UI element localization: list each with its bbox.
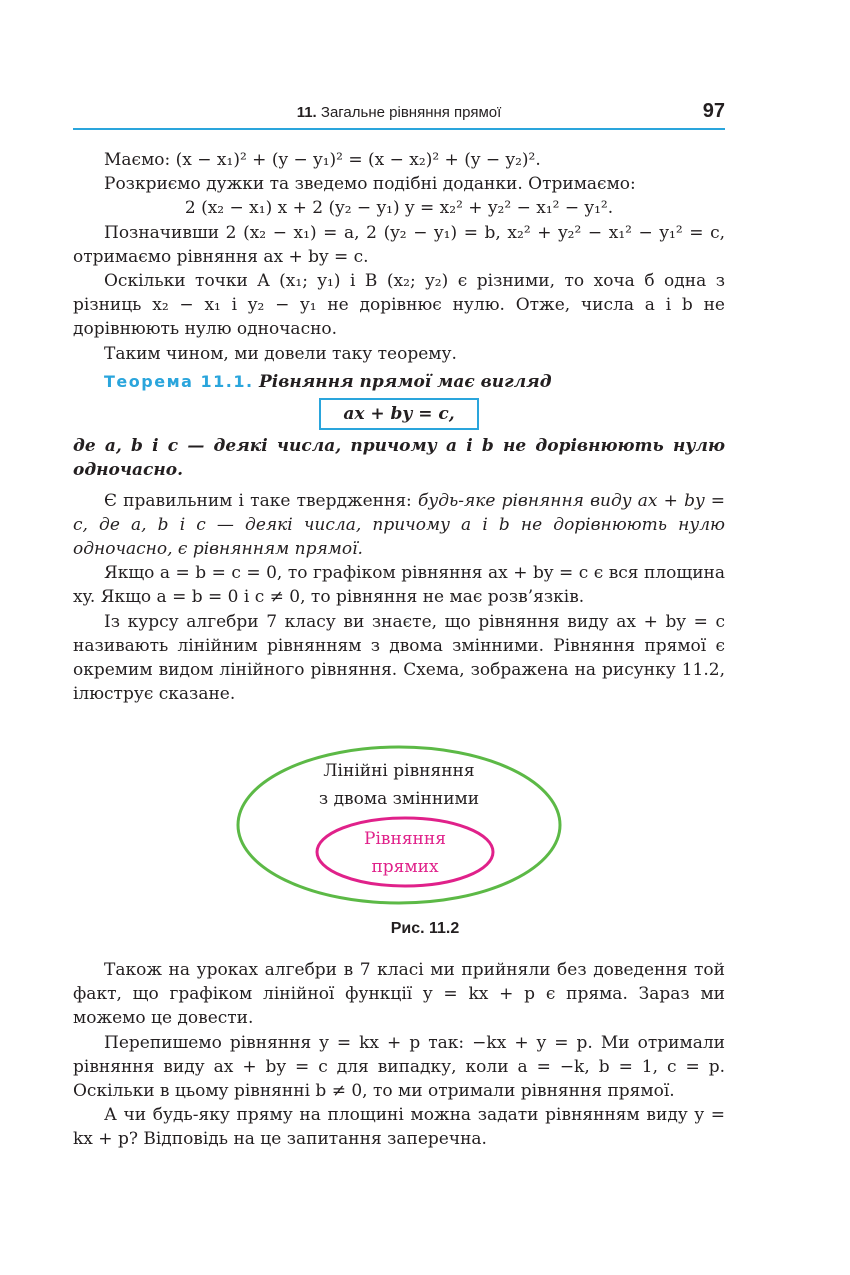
paragraph: Позначивши 2 (x₂ − x₁) = a, 2 (y₂ − y₁) = b, x₂² + y₂² − x₁² − y₁² = c, отримаємо рівняння ax + by = c.: [73, 222, 725, 267]
paragraph: А чи будь-яку пряму на площині можна задати рівнянням виду y = kx + p? Відповідь на це запитання заперечна.: [73, 1105, 725, 1150]
figure-caption: [0, 920, 850, 938]
paragraph: Також на уроках алгебри в 7 класі ми прийняли без доведення той факт, що графіком лінійної функції y = kx + p є пряма. Зараз ми можемо це довести.: [73, 960, 725, 1029]
theorem-heading: [73, 370, 725, 394]
statement-intro: Є правильним і таке твердження:: [104, 490, 418, 511]
paragraph: Із курсу алгебри 7 класу ви знаєте, що рівняння виду ax + by = c називають лінійним рівнянням з двома змінними. Рівняння прямої є окремим видом лінійного рівняння. Схема, зображена на рисунку 11.2, ілюструє сказане.: [73, 611, 725, 705]
formula-line: 2 (x₂ − x₁) x + 2 (y₂ − y₁) y = x₂² + y₂² − x₁² − y₁².: [184, 198, 614, 219]
paragraph: [73, 489, 725, 562]
statement-italic: будь-яке рівняння виду ax + by = c, де a, b і c — деякі числа, причому a і b не дорівнюють нулю одночасно, є рівнянням прямої.: [73, 490, 725, 560]
section-title-text: Загальне рівняння прямої: [320, 104, 502, 121]
theorem-label: Теорема 11.1.: [104, 371, 254, 391]
section-title: [73, 104, 725, 121]
page-header: [73, 96, 725, 128]
paragraph: Перепишемо рівняння y = kx + p так: −kx + y = p. Ми отримали рівняння виду ax + by = c для випадку, коли a = −k, b = 1, c = p. Оскільки в цьому рівнянні b ≠ 0, то ми отримали рівняння прямої.: [73, 1032, 725, 1102]
paragraph: Розкриємо дужки та зведемо подібні доданки. Отримаємо:: [104, 174, 636, 195]
inner-label-line1: Рівняння: [364, 829, 446, 849]
euler-diagram: [236, 745, 562, 905]
paragraph: Таким чином, ми довели таку теорему.: [104, 343, 457, 364]
paragraph: Маємо: (x − x₁)² + (y − y₁)² = (x − x₂)² + (y − y₂)².: [104, 150, 541, 170]
main-text: [73, 148, 725, 706]
euler-diagram-svg: [236, 745, 562, 905]
paragraph: Якщо a = b = c = 0, то графіком рівняння ax + by = c є вся площина xy. Якщо a = b = 0 і c ≠ 0, то рівняння не має розв’язків.: [73, 563, 725, 608]
theorem-formula-wrap: [73, 398, 725, 430]
outer-label-line1: Лінійні рівняння: [323, 761, 475, 781]
page-number: 97: [702, 100, 725, 122]
theorem-formula-box: ax + by = c,: [319, 398, 478, 430]
header-rule: [73, 128, 725, 130]
main-text-continued: [73, 958, 725, 1152]
theorem-conclusion: де a, b і c — деякі числа, причому a і b не дорівнюють нулю одночасно.: [73, 436, 725, 481]
figure-caption-text: Рис. 11.2: [390, 920, 460, 937]
paragraph: Оскільки точки A (x₁; y₁) і B (x₂; y₂) є різними, то хоча б одна з різниць x₂ − x₁ і y₂ − y₁ не дорівнює нулю. Отже, числа a і b не дорівнюють нулю одночасно.: [73, 271, 725, 340]
section-number: 11.: [296, 104, 317, 121]
theorem-intro: Рівняння прямої має вигляд: [258, 371, 552, 392]
outer-label-line2: з двома змінними: [318, 789, 480, 809]
inner-label-line2: прямих: [371, 857, 439, 877]
